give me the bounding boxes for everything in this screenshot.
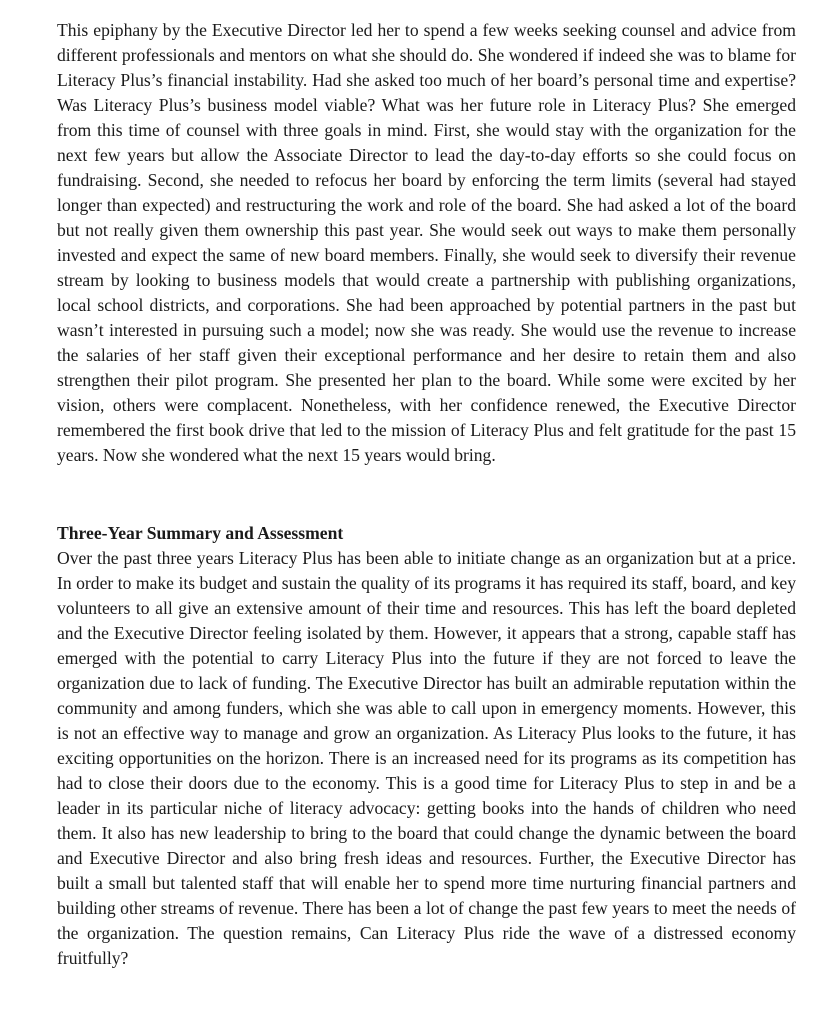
epiphany-paragraph: This epiphany by the Executive Director led her to spend a few weeks seeking counsel and advice from different professionals and mentors on what she should do. She wondered if indeed she was to blame for Literacy Plus’s financial instability. Had she asked too much of her board’s personal time and expertise? Was Literacy Plus’s business model viable? What was her future role in Literacy Plus? She emerged from this time of counsel with three goals in mind. First, she would stay with the organization for the next few years but allow the Associate Director to lead the day-to-day efforts so she could focus on fundraising. Second, she needed to refocus her board by enforcing the term limits (several had stayed longer than expected) and restructuring the work and role of the board. She had asked a lot of the board but not really given them ownership this past year. She would seek out ways to make them personally invested and expect the same of new board members. Finally, she would seek to diversify their revenue stream by looking to business models that would create a partnership with publishing organizations, local school districts, and corporations. She had been approached by potential partners in the past but wasn’t interested in pursuing such a model; now she was ready. She would use the revenue to increase the salaries of her staff given their exceptional performance and her desire to retain them and also strengthen their pilot program. She presented her plan to the board. While some were excited by her vision, others were complacent. Nonetheless, with her confidence renewed, the Executive Director remembered the first book drive that led to the mission of Literacy Plus and felt gratitude for the past 15 years. Now she wondered what the next 15 years would bring. (57, 20, 796, 465)
document-page (57, 18, 796, 971)
section-heading: Three-Year Summary and Assessment (57, 523, 344, 543)
paragraph-spacer (57, 468, 796, 521)
summary-paragraph: Over the past three years Literacy Plus has been able to initiate change as an organization but at a price. In order to make its budget and sustain the quality of its programs it has required its staff, board, and key volunteers to all give an extensive amount of their time and resources. This has left the board depleted and the Executive Director feeling isolated by them. However, it appears that a strong, capable staff has emerged with the potential to carry Literacy Plus into the future if they are not forced to leave the organization due to lack of funding. The Executive Director has built an admirable reputation within the community and among funders, which she was able to call upon in emergency moments. However, this is not an effective way to manage and grow an organization. As Literacy Plus looks to the future, it has exciting opportunities on the horizon. There is an increased need for its programs as its competition has had to close their doors due to the economy. This is a good time for Literacy Plus to step in and be a leader in its particular niche of literacy advocacy: getting books into the hands of children who need them. It also has new leadership to bring to the board that could change the dynamic between the board and Executive Director and also bring fresh ideas and resources. Further, the Executive Director has built a small but talented staff that will enable her to spend more time nurturing financial partners and building other streams of revenue. There has been a lot of change the past few years to meet the needs of the organization. The question remains, Can Literacy Plus ride the wave of a distressed economy fruitfully? (57, 548, 796, 968)
